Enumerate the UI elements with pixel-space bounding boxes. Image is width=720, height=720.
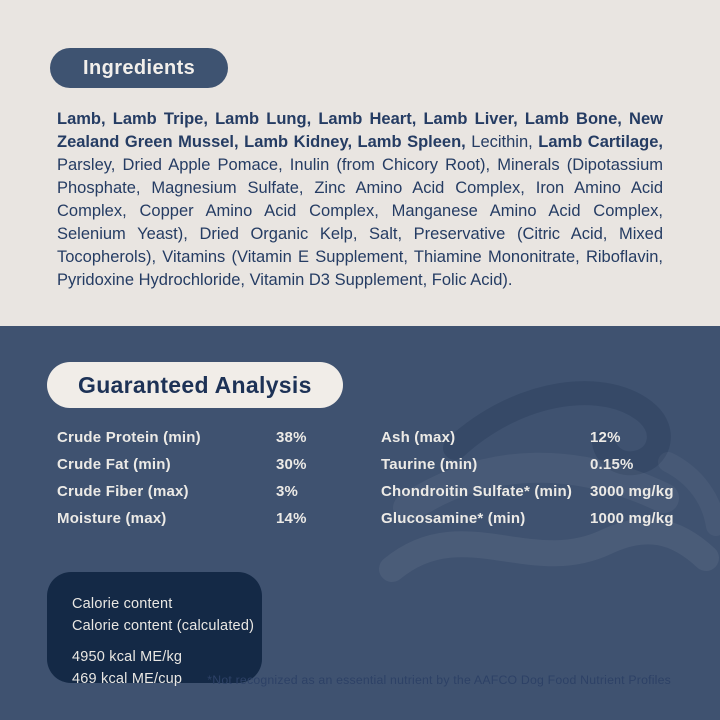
analysis-row-label: Taurine (min)	[381, 456, 478, 473]
guaranteed-analysis-header-pill	[47, 362, 343, 408]
analysis-row-label: Crude Protein (min)	[57, 429, 201, 446]
analysis-row-label: Moisture (max)	[57, 510, 167, 527]
ingredients-text	[57, 108, 663, 292]
calorie-content-box	[47, 572, 262, 687]
analysis-row-value: 1000 mg/kg	[590, 510, 674, 527]
analysis-row-label: Crude Fiber (max)	[57, 483, 189, 500]
analysis-table	[57, 424, 682, 532]
calorie-title-line-1: Calorie content	[72, 596, 173, 612]
calorie-title-line-2: Calorie content (calculated)	[72, 618, 255, 634]
ingredients-section	[0, 0, 720, 326]
analysis-row-value: 12%	[590, 429, 621, 446]
analysis-row-label: Ash (max)	[381, 429, 456, 446]
ingredients-segment-bold-2: Lamb Cartilage,	[538, 133, 663, 151]
guaranteed-analysis-section	[0, 326, 720, 720]
analysis-row-value: 38%	[276, 429, 307, 446]
calorie-value-per-kg: 4950 kcal ME/kg	[72, 649, 183, 665]
calorie-value-per-cup: 469 kcal ME/cup	[72, 671, 183, 687]
ingredients-segment-bold-1: Lamb, Lamb Tripe, Lamb Lung, Lamb Heart, Lamb Liver, Lamb Bone, New Zealand Green Mussel, Lamb Kidney, Lamb Spleen,	[57, 110, 663, 151]
ingredients-segment-regular-1: Lecithin,	[471, 133, 539, 151]
ingredients-header-pill	[50, 48, 228, 88]
analysis-row-label: Crude Fat (min)	[57, 456, 171, 473]
analysis-row-value: 14%	[276, 510, 307, 527]
analysis-row-label: Glucosamine* (min)	[381, 510, 526, 527]
analysis-row-value: 3000 mg/kg	[590, 483, 674, 500]
ingredients-header-label: Ingredients	[83, 56, 196, 79]
analysis-row-value: 3%	[276, 483, 299, 500]
analysis-row-value: 30%	[276, 456, 307, 473]
guaranteed-analysis-header-label: Guaranteed Analysis	[78, 371, 312, 398]
ingredients-segment-regular-2: Parsley, Dried Apple Pomace, Inulin (from Chicory Root), Minerals (Dipotassium Phosphate, Magnesium Sulfate, Zinc Amino Acid Complex, Iron Amino Acid Complex, Copper Amino Acid Complex, Manganese Amino Acid Complex, Selenium Yeast), Dried Organic Kelp, Salt, Preservative (Citric Acid, Mixed Tocopherols), Vitamins (Vitamin E Supplement, Thiamine Mononitrate, Riboflavin, Pyridoxine Hydrochloride, Vitamin D3 Supplement, Folic Acid).	[57, 156, 663, 289]
analysis-row-value: 0.15%	[590, 456, 634, 473]
analysis-row-label: Chondroitin Sulfate* (min)	[381, 483, 573, 500]
aafco-footnote: *Not recognized as an essential nutrient by the AAFCO Dog Food Nutrient Profiles	[207, 673, 671, 687]
